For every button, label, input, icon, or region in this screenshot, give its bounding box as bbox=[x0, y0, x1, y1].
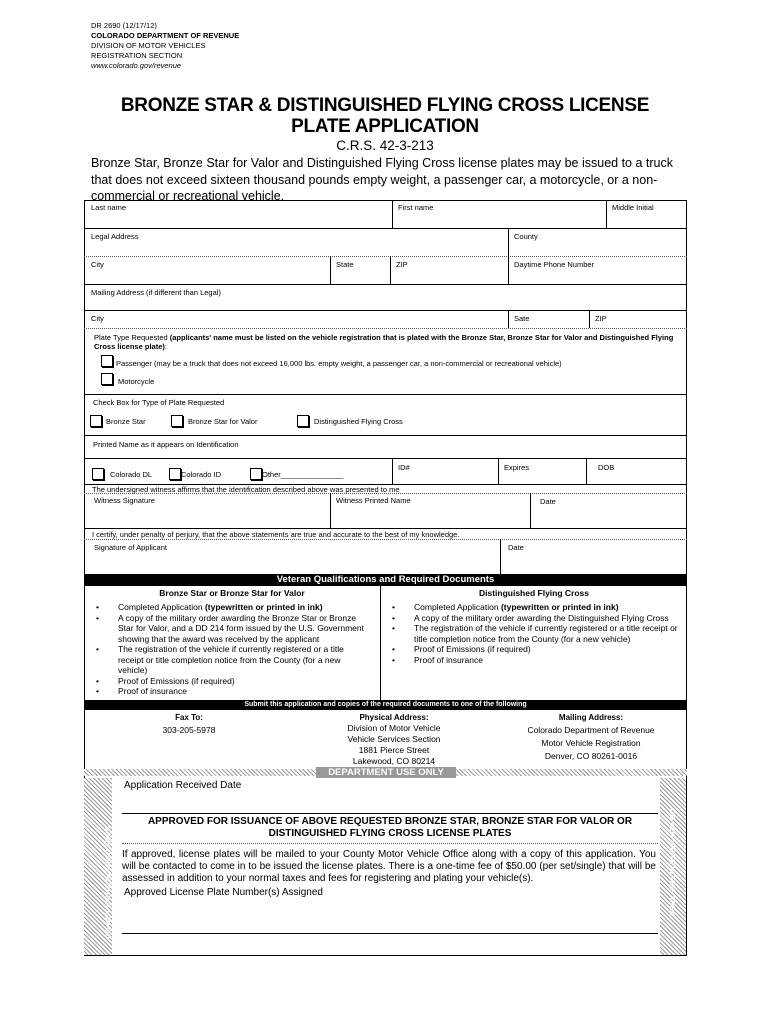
colorado-dl-label: Colorado DL bbox=[110, 470, 153, 479]
page-title-line1: BRONZE STAR & DISTINGUISHED FLYING CROSS LICENSE bbox=[120, 95, 650, 116]
mailing-address-line: Colorado Department of Revenue bbox=[527, 725, 655, 735]
plate-numbers-label: Approved License Plate Number(s) Assigned bbox=[124, 887, 323, 898]
division-name: DIVISION OF MOTOR VEHICLES bbox=[91, 41, 206, 50]
submit-band: Submit this application and copies of the required documents to one of the following bbox=[84, 700, 687, 710]
list-item: • Proof of Emissions (if required) bbox=[408, 644, 678, 655]
applicant-signature-field[interactable] bbox=[84, 539, 500, 574]
first-name-field[interactable] bbox=[394, 201, 610, 228]
expires-field[interactable] bbox=[500, 458, 586, 484]
fax-heading: Fax To: bbox=[175, 713, 203, 722]
state-field[interactable] bbox=[332, 256, 390, 284]
website: www.colorado.gov/revenue bbox=[91, 61, 182, 70]
statute-reference: C.R.S. 42-3-213 bbox=[336, 138, 434, 153]
zip-field[interactable] bbox=[392, 256, 508, 284]
mailing-state-field[interactable] bbox=[510, 310, 589, 328]
dfc-checkbox[interactable] bbox=[297, 415, 309, 427]
approval-heading bbox=[122, 816, 658, 840]
physical-address-line: Vehicle Services Section bbox=[347, 734, 441, 744]
dfc-requirements bbox=[386, 602, 678, 665]
bronze-star-requirements-heading: Bronze Star or Bronze Star for Valor bbox=[159, 588, 305, 598]
colorado-id-checkbox[interactable] bbox=[169, 468, 181, 480]
bronze-star-valor-checkbox[interactable] bbox=[171, 415, 183, 427]
received-date-label: Application Received Date bbox=[124, 780, 242, 791]
intro-paragraph: Bronze Star, Bronze Star for Valor and Distinguished Flying Cross license plates may be issued to a truck that does not exceed sixteen thousand pounds empty weight, a passenger car, a motorcycle, or a non-commercial or recreational vehicle. bbox=[91, 156, 673, 203]
other-id-label: Other_______________ bbox=[262, 470, 344, 479]
printed-name-field[interactable] bbox=[84, 435, 686, 458]
fax-block bbox=[84, 712, 294, 736]
mailing-city-field[interactable] bbox=[84, 310, 508, 328]
mailing-zip-label: ZIP bbox=[595, 314, 607, 323]
veteran-band: Veteran Qualifications and Required Documents bbox=[84, 574, 687, 586]
legal-address-label: Legal Address bbox=[91, 232, 139, 241]
legal-address-field[interactable] bbox=[84, 228, 508, 256]
printed-name-label: Printed Name as it appears on Identification bbox=[93, 440, 239, 449]
physical-address-line: Lakewood, CO 80214 bbox=[352, 756, 436, 766]
list-item: • A copy of the military order awarding the Distinguished Flying Cross bbox=[408, 613, 678, 624]
witness-printed-name-field[interactable] bbox=[332, 493, 530, 528]
list-item: • A copy of the military order awarding the Bronze Star or Bronze Star for Valor, and a DD 214 form issued by the U.S. Government showing that the award was received by the applicant bbox=[112, 613, 370, 645]
physical-address-line: 1881 Pierce Street bbox=[358, 745, 430, 755]
list-item: • The registration of the vehicle if currently registered or a title receipt or title completion notice from the County (for a new vehicle) bbox=[112, 644, 370, 676]
city-label: City bbox=[91, 260, 104, 269]
first-name-label: First name bbox=[398, 203, 434, 212]
mailing-address-heading: Mailing Address: bbox=[558, 713, 624, 722]
list-item: • Proof of insurance bbox=[112, 686, 370, 697]
applicant-date-field[interactable] bbox=[502, 539, 686, 574]
plate-select-label: Check Box for Type of Plate Requested bbox=[93, 398, 225, 407]
list-item: • Completed Application (typewritten or printed in ink) bbox=[112, 602, 370, 613]
id-number-field[interactable] bbox=[394, 458, 498, 484]
mailing-address-block bbox=[496, 712, 686, 762]
right-restricted-text: DO NOT WRITE IN THIS AREA bbox=[668, 808, 678, 917]
dfc-label: Distinguished Flying Cross bbox=[314, 417, 403, 426]
list-item: • Proof of insurance bbox=[408, 655, 678, 666]
physical-address-line: Division of Motor Vehicle bbox=[347, 723, 441, 733]
list-item: • Proof of Emissions (if required) bbox=[112, 676, 370, 687]
dob-field[interactable] bbox=[588, 458, 686, 484]
colorado-id-label: Colorado ID bbox=[181, 470, 222, 479]
mailing-address-field[interactable] bbox=[84, 284, 686, 310]
last-name-label: Last name bbox=[91, 203, 127, 212]
passenger-checkbox[interactable] bbox=[101, 355, 113, 367]
state-label: State bbox=[336, 260, 354, 269]
approval-heading-line2: DISTINGUISHED FLYING CROSS LICENSE PLATES bbox=[268, 828, 512, 839]
other-id-checkbox[interactable] bbox=[250, 468, 262, 480]
motorcycle-label: Motorcycle bbox=[118, 377, 155, 386]
bronze-star-requirements bbox=[90, 602, 370, 697]
application-form bbox=[84, 200, 687, 960]
city-field[interactable] bbox=[84, 256, 330, 284]
witness-affirm-text: The undersigned witness affirms that the identification described above was presented to me bbox=[92, 485, 400, 494]
county-label: County bbox=[514, 232, 538, 241]
colorado-dl-checkbox[interactable] bbox=[92, 468, 104, 480]
mailing-city-label: City bbox=[91, 314, 104, 323]
form-number: DR 2690 (12/17/12) bbox=[91, 21, 157, 30]
middle-initial-label: Middle Initial bbox=[612, 203, 654, 212]
physical-address-heading: Physical Address: bbox=[359, 713, 429, 722]
witness-signature-label: Witness Signature bbox=[94, 496, 155, 505]
passenger-label: Passenger (may be a truck that does not exceed 16,000 lbs. empty weight, a passenger car, a non-commercial or recreational vehicle) bbox=[116, 359, 562, 368]
bronze-star-label: Bronze Star bbox=[106, 417, 146, 426]
daytime-phone-label: Daytime Phone Number bbox=[514, 260, 595, 269]
left-restricted-text: DO NOT WRITE IN THISS AREA bbox=[103, 826, 113, 939]
mailing-address-line: Denver, CO 80261-0016 bbox=[544, 751, 638, 761]
mailing-state-label: Sate bbox=[514, 314, 530, 323]
bronze-star-valor-label: Bronze Star for Valor bbox=[188, 417, 258, 426]
section-name: REGISTRATION SECTION bbox=[91, 51, 183, 60]
bronze-star-checkbox[interactable] bbox=[90, 415, 102, 427]
witness-printed-name-label: Witness Printed Name bbox=[336, 496, 411, 505]
fax-number: 303-205-5978 bbox=[162, 725, 216, 735]
mailing-address-line: Motor Vehicle Registration bbox=[541, 738, 641, 748]
approval-notice: If approved, license plates will be mailed to your County Motor Vehicle Office along with a copy of this application. You will be contacted to come in to be issued the license plates. There is a one-time fee of $50.00 (per set/single) that will be assessed in addition to your normal taxes and fees for registering and plating your vehicle(s). bbox=[122, 849, 656, 884]
last-name-field[interactable] bbox=[84, 200, 392, 228]
approval-heading-line1: APPROVED FOR ISSUANCE OF ABOVE REQUESTED BRONZE STAR, BRONZE STAR FOR VALOR OR bbox=[147, 816, 633, 827]
applicant-date-label: Date bbox=[508, 543, 524, 552]
witness-signature-field[interactable] bbox=[84, 493, 330, 528]
witness-date-label: Date bbox=[540, 497, 556, 506]
id-number-label: ID# bbox=[398, 463, 410, 472]
county-field[interactable] bbox=[510, 228, 686, 256]
dfc-requirements-heading: Distinguished Flying Cross bbox=[478, 588, 590, 598]
dept-use-band: DEPARTMENT USE ONLY bbox=[316, 767, 456, 778]
dob-label: DOB bbox=[598, 463, 615, 472]
form-header bbox=[91, 21, 239, 71]
zip-label: ZIP bbox=[396, 260, 408, 269]
applicant-signature-label: Signature of Applicant bbox=[94, 543, 167, 552]
daytime-phone-field[interactable] bbox=[510, 256, 686, 284]
page-title-line2: PLATE APPLICATION bbox=[291, 116, 479, 137]
certify-text: I certify, under penalty of perjury, that the above statements are true and accurate to the best of my knowledge. bbox=[92, 530, 460, 539]
mailing-address-label: Mailing Address (if different than Legal) bbox=[91, 288, 221, 297]
expires-label: Expires bbox=[504, 463, 530, 472]
department-name: COLORADO DEPARTMENT OF REVENUE bbox=[91, 31, 240, 40]
witness-date-field[interactable] bbox=[532, 493, 686, 528]
list-item: • The registration of the vehicle if currently registered or a title receipt or title completion notice from the County (for a new vehicle) bbox=[408, 623, 678, 644]
motorcycle-checkbox[interactable] bbox=[101, 373, 113, 385]
middle-initial-field[interactable] bbox=[608, 200, 686, 228]
physical-address-block bbox=[294, 712, 494, 767]
list-item: • Completed Application (typewritten or printed in ink) bbox=[408, 602, 678, 613]
mailing-zip-field[interactable] bbox=[591, 310, 686, 328]
plate-type-label: Plate Type Requested (applicants' name must be listed on the vehicle registration that is plated with the Bronze Star, Bronze Star for Valor and Distinguished Flying Cross license plate): bbox=[94, 333, 674, 351]
